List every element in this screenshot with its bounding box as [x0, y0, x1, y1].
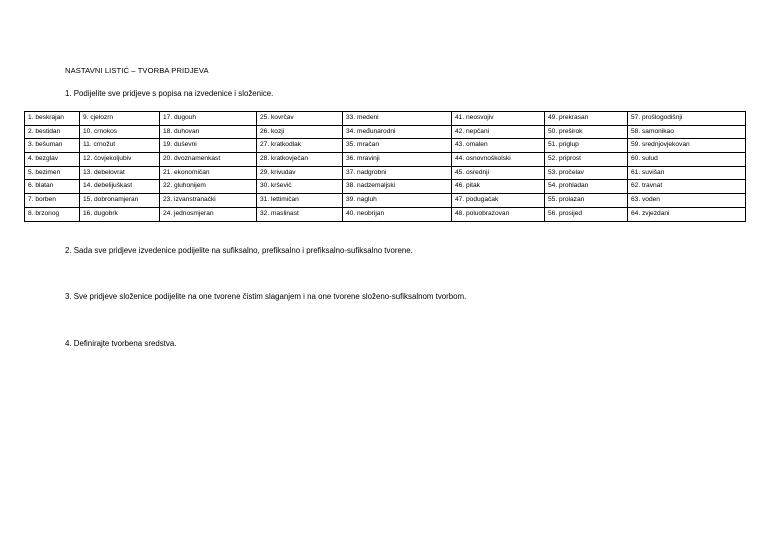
table-cell: 46. pitak — [452, 180, 545, 194]
table-cell: 2. bestidan — [25, 125, 80, 139]
table-cell: 22. gluhonijem — [160, 180, 257, 194]
table-cell: 25. kovrčav — [257, 112, 343, 126]
table-cell: 32. maslinast — [257, 207, 343, 221]
worksheet-title: NASTAVNI LISTIĆ – TVORBA PRIDJEVA — [65, 66, 209, 75]
table-cell: 36. mravinji — [343, 153, 452, 167]
table-cell: 52. priprost — [545, 153, 628, 167]
table-cell: 35. mračan — [343, 139, 452, 153]
table-cell: 16. dugobrk — [80, 207, 160, 221]
table-cell: 38. nadzemaljski — [343, 180, 452, 194]
table-row — [25, 194, 746, 208]
table-cell: 41. neosvojiv — [452, 112, 545, 126]
table-cell: 56. prosijed — [545, 207, 628, 221]
table-cell: 59. srednjovjekovan — [628, 139, 746, 153]
table-cell: 62. travnat — [628, 180, 746, 194]
table-cell: 12. čovjekoljubiv — [80, 153, 160, 167]
table-row — [25, 153, 746, 167]
table-cell: 3. bešuman — [25, 139, 80, 153]
table-cell: 47. podugačak — [452, 194, 545, 208]
table-cell: 39. nagluh — [343, 194, 452, 208]
table-cell: 27. kratkodlak — [257, 139, 343, 153]
table-cell: 14. debelijuškast — [80, 180, 160, 194]
table-cell: 20. dvoznamenkast — [160, 153, 257, 167]
table-cell: 15. dobronamjeran — [80, 194, 160, 208]
table-row — [25, 139, 746, 153]
table-cell: 4. bezglav — [25, 153, 80, 167]
table-cell: 37. nadgrobni — [343, 166, 452, 180]
table-cell: 13. debelovrat — [80, 166, 160, 180]
table-cell: 34. međunarodni — [343, 125, 452, 139]
task-3-text: 3. Sve pridjeve složenice podijelite na one tvorene čistim slaganjem i na one tvorene složeno-sufiksalnom tvorbom. — [65, 292, 467, 301]
table-cell: 44. osnovnoškolski — [452, 153, 545, 167]
table-cell: 55. prolazan — [545, 194, 628, 208]
table-row — [25, 207, 746, 221]
table-cell: 1. beskrajan — [25, 112, 80, 126]
table-cell: 28. kratkovječan — [257, 153, 343, 167]
table-cell: 53. pročelav — [545, 166, 628, 180]
table-row — [25, 166, 746, 180]
table-cell: 10. crnokos — [80, 125, 160, 139]
table-cell: 23. izvanstranački — [160, 194, 257, 208]
table-cell: 7. borben — [25, 194, 80, 208]
table-cell: 45. osrednji — [452, 166, 545, 180]
table-cell: 40. neobrijan — [343, 207, 452, 221]
table-cell: 50. preširok — [545, 125, 628, 139]
task-4-text: 4. Definirajte tvorbena sredstva. — [65, 339, 177, 348]
table-cell: 24. jednosmjeran — [160, 207, 257, 221]
task-1-text: 1. Podijelite sve pridjeve s popisa na izvedenice i složenice. — [65, 89, 274, 98]
table-cell: 18. duhovan — [160, 125, 257, 139]
table-row — [25, 125, 746, 139]
table-cell: 58. samonikao — [628, 125, 746, 139]
table-cell: 29. krivudav — [257, 166, 343, 180]
table-cell: 60. sulud — [628, 153, 746, 167]
table-cell: 57. prošlogodišnji — [628, 112, 746, 126]
table-cell: 11. crnožut — [80, 139, 160, 153]
table-cell: 21. ekonomičan — [160, 166, 257, 180]
table-cell: 26. kozji — [257, 125, 343, 139]
table-cell: 49. prekrasan — [545, 112, 628, 126]
table-cell: 63. voden — [628, 194, 746, 208]
table-cell: 17. dugouh — [160, 112, 257, 126]
table-cell: 48. poluobrazovan — [452, 207, 545, 221]
table-row — [25, 112, 746, 126]
adjective-table — [24, 111, 746, 222]
table-cell: 5. bezimen — [25, 166, 80, 180]
table-cell: 33. medeni — [343, 112, 452, 126]
table-row — [25, 180, 746, 194]
table-cell: 43. omalen — [452, 139, 545, 153]
task-2-text: 2. Sada sve pridjeve izvedenice podijelite na sufiksalno, prefiksalno i prefiksalno-sufiksalno tvorene. — [65, 246, 413, 255]
table-cell: 42. nepčani — [452, 125, 545, 139]
table-cell: 9. cjelozrn — [80, 112, 160, 126]
table-cell: 64. zvjezdani — [628, 207, 746, 221]
table-cell: 30. kršević — [257, 180, 343, 194]
table-cell: 6. blatan — [25, 180, 80, 194]
table-cell: 19. duševni — [160, 139, 257, 153]
table-cell: 8. brzonog — [25, 207, 80, 221]
table-cell: 31. lettimičan — [257, 194, 343, 208]
table-cell: 54. prohladan — [545, 180, 628, 194]
table-cell: 61. suvišan — [628, 166, 746, 180]
table-cell: 51. priglup — [545, 139, 628, 153]
